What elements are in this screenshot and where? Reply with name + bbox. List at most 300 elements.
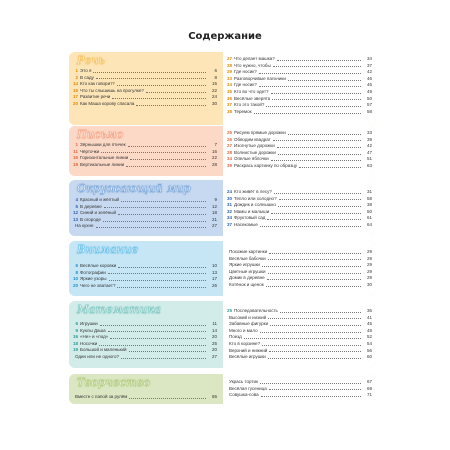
dot-leader <box>109 280 207 281</box>
entry-title: На кухне <box>75 223 94 229</box>
section-left-entries <box>69 394 220 401</box>
entry-title: Высокий и низкий <box>229 314 267 320</box>
toc-entry <box>223 150 375 157</box>
dot-leader <box>118 214 206 215</box>
entry-title: В саду <box>80 74 94 80</box>
toc-entry <box>223 379 375 386</box>
entry-number: 25 <box>226 130 232 135</box>
toc-entry <box>223 76 375 83</box>
toc-entry <box>69 217 220 224</box>
dot-leader <box>279 199 361 200</box>
dot-leader <box>118 267 206 268</box>
entry-page: 20 <box>211 334 217 340</box>
entry-number: 38 <box>226 108 232 114</box>
entry-title: Тепло или холодно? <box>234 195 277 201</box>
toc-entry <box>69 101 220 108</box>
toc-entry <box>69 394 220 401</box>
entry-page: 37 <box>366 62 372 68</box>
section-title: Математика <box>77 303 162 316</box>
section-title: Творчество <box>77 376 151 389</box>
toc-entry <box>69 283 220 290</box>
dot-leader <box>129 398 206 399</box>
entry-number: 1 <box>75 68 78 73</box>
entry-title: Носочки <box>80 340 98 346</box>
entry-number: 13 <box>72 216 78 222</box>
toc-entry <box>223 202 375 209</box>
dot-leader <box>128 146 206 147</box>
entry-page: 69 <box>366 385 372 391</box>
entry-page: 22 <box>211 155 217 161</box>
toc-entry <box>223 315 375 322</box>
toc-entry <box>223 354 375 361</box>
page-title: Содержание <box>188 31 262 42</box>
section-title: Письмо <box>77 128 124 141</box>
entry-number: 1 <box>75 142 78 147</box>
dot-leader <box>262 345 361 346</box>
entry-page: 36 <box>366 308 372 313</box>
toc-entry <box>223 262 375 269</box>
entry-title: В огороде <box>80 216 101 222</box>
toc-entry <box>69 270 220 277</box>
dot-leader <box>254 113 361 114</box>
toc-entry <box>69 354 220 361</box>
toc-entry <box>223 348 375 355</box>
entry-page: 52 <box>366 334 372 340</box>
entry-page: 46 <box>366 82 372 88</box>
entry-page: 29 <box>366 275 372 281</box>
entry-title: Весёлые бабочки <box>229 255 266 261</box>
section-title: Окружающий мир <box>77 182 191 195</box>
entry-title: Мамы и малыши <box>234 208 270 214</box>
entry-page: 61 <box>366 215 372 221</box>
entry-number: 29 <box>226 69 232 75</box>
entry-title: Яркие узоры <box>80 276 107 282</box>
dot-leader <box>121 358 206 359</box>
dot-leader <box>278 206 361 207</box>
toc-entry <box>69 149 220 156</box>
entry-page: 51 <box>366 156 372 162</box>
toc-entry <box>69 197 220 204</box>
toc-entry <box>223 215 375 222</box>
entry-number: 35 <box>226 88 232 94</box>
section-left-column <box>69 52 220 125</box>
entry-title: Фотографии <box>80 269 106 275</box>
dot-leader <box>266 286 361 287</box>
dot-leader <box>93 72 206 73</box>
entry-page: 25 <box>211 340 217 346</box>
entry-page: 21 <box>211 216 217 222</box>
entry-page: 16 <box>211 148 217 154</box>
entry-page: 8 <box>214 74 217 80</box>
entry-number: 33 <box>226 75 232 81</box>
entry-page: 29 <box>366 268 372 274</box>
entry-number: 34 <box>226 82 232 88</box>
entry-title: Что нужно, чтобы <box>234 62 271 68</box>
entry-title: Чёрточки <box>80 148 100 154</box>
toc-entry <box>69 210 220 217</box>
dot-leader <box>101 152 206 153</box>
dot-leader <box>271 93 361 94</box>
dot-leader <box>96 78 206 79</box>
entry-title: Совушка-сова <box>229 392 259 398</box>
entry-number: 34 <box>226 156 232 162</box>
section-right-column <box>223 301 375 368</box>
entry-page: 46 <box>366 75 372 81</box>
toc-entry <box>69 347 220 354</box>
entry-title: Кто во что одет? <box>234 88 269 94</box>
toc-entry <box>223 163 375 170</box>
entry-page: 64 <box>366 221 372 227</box>
entry-number: 12 <box>72 210 78 216</box>
toc-entry <box>223 109 375 116</box>
entry-page: 17 <box>211 276 217 282</box>
entry-title: Большой и маленький <box>80 347 127 353</box>
section-tvorchestvo <box>69 374 375 404</box>
entry-number: 8 <box>75 269 78 275</box>
dot-leader <box>277 147 361 148</box>
section-rech <box>69 52 375 125</box>
section-pismo <box>69 126 375 176</box>
entry-page: 48 <box>366 327 372 333</box>
entry-title: Обводим квадрат <box>234 136 271 142</box>
entry-title: Где носик? <box>234 69 257 75</box>
entry-page: 28 <box>211 161 217 167</box>
toc-entry <box>69 155 220 162</box>
section-right-column <box>223 180 375 236</box>
dot-leader <box>267 219 361 220</box>
section-title: Внимание <box>77 243 139 256</box>
section-right-column <box>223 126 375 176</box>
dot-leader <box>272 99 361 100</box>
entry-title: Теремок <box>234 108 252 114</box>
dot-leader <box>260 383 361 384</box>
section-right-entries <box>223 308 375 361</box>
entry-page: 50 <box>366 208 372 214</box>
entry-title: Игрушки <box>80 321 98 326</box>
dot-leader <box>117 287 206 288</box>
toc-entry <box>223 69 375 76</box>
entry-title: Зёрнышки для птичек <box>80 142 126 147</box>
dot-leader <box>103 221 206 222</box>
entry-number: 26 <box>226 136 232 142</box>
entry-page: 34 <box>366 56 372 61</box>
section-right-entries <box>223 379 375 399</box>
toc-entry <box>69 75 220 82</box>
entry-page: 29 <box>366 249 372 254</box>
toc-entry <box>223 89 375 96</box>
entry-title: Кто это такой? <box>234 102 265 108</box>
dot-leader <box>273 140 361 141</box>
entry-title: Вместе с папой за рулём <box>75 394 128 399</box>
entry-number: 32 <box>226 208 232 214</box>
section-left-column <box>69 126 220 176</box>
toc-entry <box>223 222 375 229</box>
entry-title: Синий и зелёный <box>80 210 117 216</box>
section-left-column <box>69 301 220 368</box>
section-left-column <box>69 180 220 236</box>
dot-leader <box>266 106 361 107</box>
dot-leader <box>262 266 361 267</box>
toc-entry <box>69 276 220 283</box>
entry-title: Весёлые игрушки <box>229 354 266 360</box>
dot-leader <box>112 98 206 99</box>
entry-title: Забавные фигурки <box>229 321 269 327</box>
dot-leader <box>278 154 361 155</box>
section-right-column <box>223 374 375 404</box>
toc-entry <box>223 63 375 70</box>
entry-page: 7 <box>214 142 217 147</box>
entry-page: 42 <box>366 143 372 149</box>
dot-leader <box>271 160 361 161</box>
dot-leader <box>146 92 206 93</box>
toc-entry <box>223 341 375 348</box>
entry-number: 34 <box>226 215 232 221</box>
entry-number: 28 <box>226 62 232 68</box>
entry-page: 65 <box>211 394 217 399</box>
entry-title: Насекомые <box>234 221 258 227</box>
entry-number: 20 <box>72 282 78 288</box>
entry-number: 27 <box>226 143 232 149</box>
section-right-entries <box>223 56 375 115</box>
entry-title: В деревне <box>80 203 102 209</box>
entry-page: 42 <box>366 69 372 75</box>
entry-page: 60 <box>366 354 372 360</box>
entry-title: Укрась тортик <box>229 379 258 384</box>
entry-page: 30 <box>211 100 217 106</box>
entry-number: 6 <box>75 321 78 326</box>
dot-leader <box>269 351 361 352</box>
entry-title: Кто как говорит? <box>80 81 115 87</box>
toc-entry <box>223 321 375 328</box>
dot-leader <box>104 207 206 208</box>
entry-page: 22 <box>211 87 217 93</box>
dot-leader <box>273 66 361 67</box>
toc-entry <box>69 263 220 270</box>
dot-leader <box>280 312 361 313</box>
section-left-entries <box>69 142 220 168</box>
entry-title: Кто в корзине? <box>229 340 261 346</box>
toc-entry <box>69 88 220 95</box>
dot-leader <box>126 166 206 167</box>
entry-number: 11 <box>73 148 78 154</box>
entry-title: Волнистые дорожки <box>234 149 276 155</box>
dot-leader <box>117 85 206 86</box>
entry-page: 18 <box>211 210 217 216</box>
dot-leader <box>260 332 361 333</box>
dot-leader <box>268 259 361 260</box>
dot-leader <box>259 73 361 74</box>
section-matematika <box>69 301 375 368</box>
entry-number: 10 <box>72 276 78 282</box>
entry-page: 31 <box>366 189 372 194</box>
entry-title: Чего не хватает? <box>80 282 116 288</box>
dot-leader <box>121 201 206 202</box>
dot-leader <box>129 351 206 352</box>
dot-leader <box>130 159 206 160</box>
entry-number: 37 <box>226 102 232 108</box>
entry-number: 9 <box>75 327 78 333</box>
dot-leader <box>136 105 206 106</box>
entry-title: Цветные игрушки <box>229 268 266 274</box>
toc-entry <box>69 334 220 341</box>
entry-title: Опелые яблочки <box>234 156 269 162</box>
toc-entry <box>223 130 375 137</box>
entry-title: Вертикальные линии <box>80 161 125 167</box>
section-left-entries <box>69 263 220 289</box>
entry-title: Котёнок и щенок <box>229 281 264 287</box>
entry-title: Последовательность <box>234 308 278 313</box>
dot-leader <box>270 325 361 326</box>
entry-page: 58 <box>366 108 372 114</box>
entry-title: Весёлые коровки <box>80 263 117 268</box>
entry-title: Рисуем прямые дорожки <box>234 130 286 135</box>
toc-entry <box>223 137 375 144</box>
toc-entry <box>223 196 375 203</box>
entry-title: Похожие картинки <box>229 249 268 254</box>
entry-page: 27 <box>211 223 217 229</box>
entry-page: 15 <box>211 81 217 87</box>
entry-page: 27 <box>211 353 217 359</box>
entry-title: Домик в деревне <box>229 275 265 281</box>
toc-entry <box>223 249 375 256</box>
entry-number: 39 <box>226 162 232 168</box>
entry-page: 56 <box>366 347 372 353</box>
section-title: Речь <box>77 54 105 67</box>
toc-entry <box>223 156 375 163</box>
dot-leader <box>269 389 361 390</box>
toc-entry <box>69 162 220 169</box>
entry-title: Весёлая гусеница <box>229 385 267 391</box>
toc-entry <box>69 142 220 149</box>
dot-leader <box>268 318 361 319</box>
entry-page: 24 <box>211 94 217 100</box>
entry-number: 14 <box>72 81 78 87</box>
dot-leader <box>261 396 361 397</box>
entry-title: Красный и жёлтый <box>80 197 120 202</box>
toc-entry <box>69 328 220 335</box>
dot-leader <box>277 60 361 61</box>
section-right-column <box>223 52 375 125</box>
entry-title: Один или не одного? <box>75 353 119 359</box>
entry-title: Разговорчивые пальчики <box>234 75 286 81</box>
toc-entry <box>223 308 375 315</box>
dot-leader <box>299 167 361 168</box>
toc-entry <box>69 321 220 328</box>
entry-number: 19 <box>72 161 78 167</box>
dot-leader <box>268 273 361 274</box>
entry-number: 16 <box>72 334 78 340</box>
dot-leader <box>110 338 206 339</box>
section-vnimanie <box>69 241 375 296</box>
toc-entry <box>223 334 375 341</box>
entry-title: Дождик и солнышко <box>234 202 276 208</box>
dot-leader <box>99 345 206 346</box>
entry-number: 25 <box>226 308 232 313</box>
section-left-entries <box>69 321 220 361</box>
section-right-entries <box>223 189 375 229</box>
section-okruzhayushchiy-mir <box>69 180 375 236</box>
entry-title: Как Маша корову спасала <box>80 100 135 106</box>
entry-page: 67 <box>366 379 372 384</box>
entry-number: 19 <box>72 347 78 353</box>
entry-page: 30 <box>366 281 372 287</box>
toc-entry <box>69 81 220 88</box>
section-left-entries <box>69 68 220 108</box>
entry-number: 36 <box>226 95 232 101</box>
toc-entry <box>223 269 375 276</box>
entry-page: 41 <box>366 314 372 320</box>
entry-page: 47 <box>366 149 372 155</box>
toc-entry <box>223 143 375 150</box>
entry-title: Развитие речи <box>80 94 111 100</box>
toc-entry <box>223 102 375 109</box>
entry-page: 54 <box>366 340 372 346</box>
entry-page: 10 <box>211 263 217 268</box>
entry-page: 20 <box>211 347 217 353</box>
dot-leader <box>259 86 361 87</box>
entry-number: 28 <box>226 149 232 155</box>
section-right-column <box>223 241 375 296</box>
dot-leader <box>267 279 361 280</box>
toc-entry <box>223 282 375 289</box>
entry-page: 33 <box>366 130 372 135</box>
entry-number: 31 <box>226 202 232 208</box>
entry-title: «Не» и «под» <box>80 334 109 340</box>
section-right-entries <box>223 130 375 170</box>
entry-page: 58 <box>366 195 372 201</box>
entry-number: 18 <box>72 340 78 346</box>
section-left-entries <box>69 197 220 230</box>
entry-title: Верхний и нижний <box>229 347 268 353</box>
entry-title: Где носик? <box>234 82 257 88</box>
dot-leader <box>260 226 361 227</box>
entry-title: Фруктовый сад <box>234 215 266 221</box>
toc-entry <box>69 94 220 101</box>
entry-page: 26 <box>211 282 217 288</box>
dot-leader <box>274 193 361 194</box>
toc-entry <box>69 68 220 75</box>
dot-leader <box>100 325 206 326</box>
entry-title: Что делает машка? <box>234 56 275 61</box>
dot-leader <box>269 253 361 254</box>
toc-entry <box>223 275 375 282</box>
dot-leader <box>288 80 361 81</box>
section-right-entries <box>223 249 375 289</box>
dot-leader <box>268 358 361 359</box>
entry-page: 14 <box>211 327 217 333</box>
dot-leader <box>96 227 206 228</box>
toc-entry <box>69 223 220 230</box>
entry-title: Это я <box>80 68 92 73</box>
dot-leader <box>108 331 206 332</box>
entry-number: 4 <box>75 197 78 202</box>
entry-number: 24 <box>226 189 232 194</box>
dot-leader <box>271 213 361 214</box>
entry-page: 9 <box>214 197 217 202</box>
section-left-column <box>69 241 220 296</box>
entry-title: Много и мало <box>229 327 258 333</box>
entry-number: 20 <box>72 100 78 106</box>
entry-number: 17 <box>72 94 78 100</box>
section-left-column <box>69 374 220 404</box>
entry-page: 63 <box>366 162 372 168</box>
entry-title: Яркие игрушки <box>229 262 260 268</box>
entry-number: 6 <box>75 263 78 268</box>
toc-entry <box>223 56 375 63</box>
entry-page: 12 <box>211 203 217 209</box>
dot-leader <box>288 134 361 135</box>
entry-page: 13 <box>211 269 217 275</box>
